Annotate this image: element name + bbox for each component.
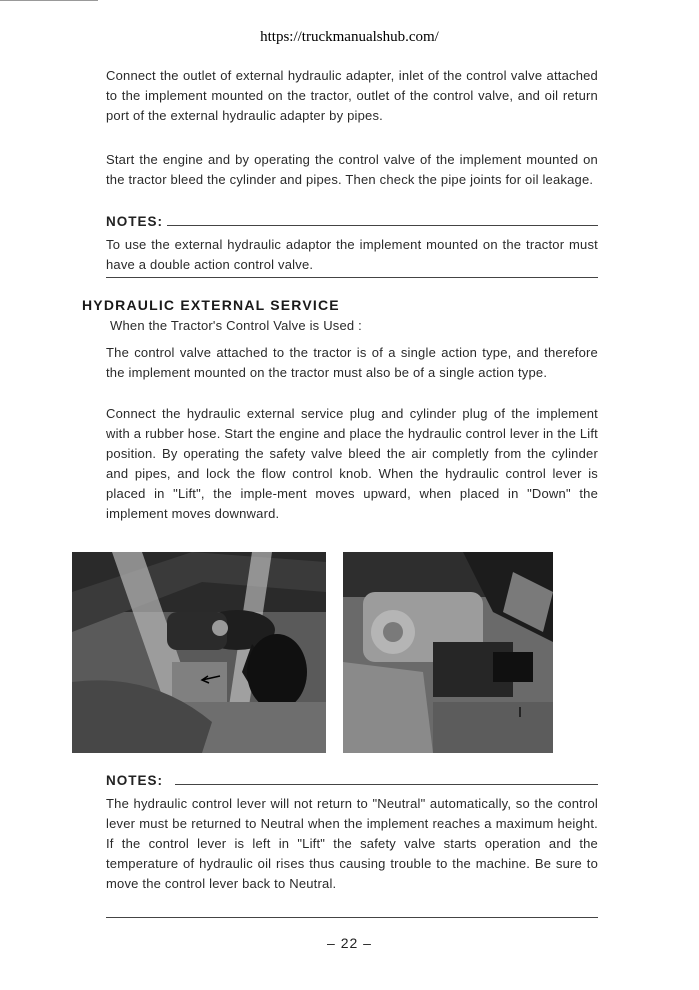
corner-rule bbox=[0, 0, 98, 1]
section-heading: HYDRAULIC EXTERNAL SERVICE bbox=[82, 297, 340, 313]
divider bbox=[106, 917, 598, 918]
hydraulic-lever-photo bbox=[72, 552, 326, 753]
section-paragraph-2: Connect the hydraulic external service plug and cylinder plug of the implement with a rubber hose. Start the engine and place the hydraulic control lever in the Lift position. By operating the safety valve bleed the air completly from the cylinder and pipes, and lock the flow control knob. When the hydraulic control lever is placed in "Lift", the imple-ment moves upward, when placed in "Down" the implement moves downward. bbox=[106, 406, 598, 521]
divider bbox=[106, 277, 598, 278]
page-number: – 22 – bbox=[327, 935, 372, 951]
notes-text-2: The hydraulic control lever will not return to "Neutral" automatically, so the control lever must be returned to Neutral when the implement reaches a maximum height. If the control lever is left in "Lift" the safety valve starts operation and the temperature of hydraulic oil rises thus causing trouble to the machine. Be sure to move the control lever back to Neutral. bbox=[106, 796, 598, 891]
intro-paragraph-1: Connect the outlet of external hydraulic adapter, inlet of the control valve attached to the implement mounted on the tractor, outlet of the control valve, and oil return port of the external hydraulic adapter by pipes. bbox=[106, 68, 598, 123]
section-subheading: When the Tractor's Control Valve is Used : bbox=[110, 318, 362, 333]
control-valve-photo bbox=[343, 552, 553, 753]
notes-rule bbox=[175, 784, 598, 785]
notes-text-1: To use the external hydraulic adaptor the implement mounted on the tractor must have a double action control valve. bbox=[106, 237, 598, 272]
intro-paragraph-2: Start the engine and by operating the control valve of the implement mounted on the tractor bleed the cylinder and pipes. Then check the pipe joints for oil leakage. bbox=[106, 152, 598, 187]
source-url: https://truckmanualshub.com/ bbox=[260, 29, 439, 45]
section-paragraph-1: The control valve attached to the tractor is of a single action type, and therefore the implement mounted on the tractor must also be of a single action type. bbox=[106, 345, 598, 380]
notes-header-1 bbox=[106, 214, 598, 229]
notes-header-2 bbox=[106, 773, 598, 788]
notes-rule bbox=[167, 225, 598, 226]
notes-label: NOTES: bbox=[106, 773, 164, 788]
notes-label: NOTES: bbox=[106, 214, 164, 229]
